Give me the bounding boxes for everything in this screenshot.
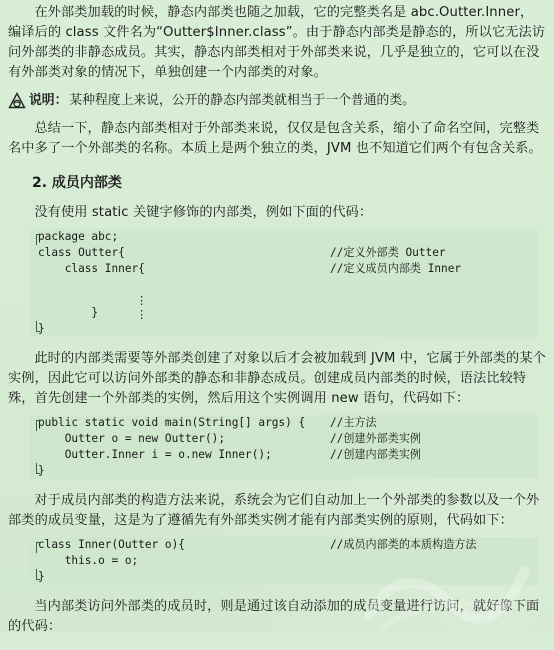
code-line: } — [38, 464, 45, 477]
code-ellipsis-line: ⋮ — [136, 308, 148, 321]
paragraph-static-inner-class-description: 在外部类加载的时候，静态内部类也随之加载，它的完整类名是 abc.Outter.Inner，编译后的 class 文件名为“Outter$Inner.class”。由于静态内部类是静态的，所以它无法访问外部类的非静态成员。其实，静态内部类相对于外部类来说，几乎是独立的，它可以在没有外部类对象的情况下，单独创建一个内部类的对象。 — [8, 5, 546, 80]
code-block-constructor — [30, 537, 538, 585]
paragraph-constructor-explanation: 对于成员内部类的构造方法来说，系统会为它们自动加上一个外部类的参数以及一个外部类的成员变量，这是为了遵循先有外部类实例才能有内部类实例的原则，代码如下： — [8, 493, 540, 528]
paragraph-summary: 总结一下，静态内部类相对于外部类来说，仅仅是包含关系，缩小了命名空间，完整类名中多了一个外部类的名称。本质上是两个独立的类，JVM 也不知道它们两个有包含关系。 — [8, 121, 542, 156]
code-line: package abc; — [38, 230, 119, 243]
code-block-create-instance — [30, 415, 538, 479]
code-line: class Inner{ //定义成员内部类 Inner — [38, 262, 462, 275]
code-ellipsis-line: ⋮ — [136, 294, 148, 307]
code-block-member-inner-class — [30, 229, 538, 337]
code-line: Outter o = new Outter(); //创建外部类实例 — [38, 432, 422, 445]
code-line: class Outter{ //定义外部类 Outter — [38, 246, 446, 259]
code-line: public static void main(String[] args) { //主方法 — [38, 416, 377, 429]
code-line: Outter.Inner i = o.new Inner(); //创建内部类实例 — [38, 448, 422, 461]
code-line: class Inner(Outter o){ //成员内部类的本质构造方法 — [38, 538, 477, 551]
note-label: 说明： — [29, 93, 68, 108]
paragraph-member-inner-class-intro: 没有使用 static 关键字修饰的内部类，例如下面的代码： — [34, 205, 373, 220]
code-line: } — [38, 322, 45, 335]
code-line: this.o = o; — [38, 554, 139, 567]
paragraph-access-members: 当内部类访问外部类的成员时，则是通过该自动添加的成员变量进行访问，就好像下面的代码： — [8, 599, 540, 634]
note-text: 某种程度上来说，公开的静态内部类就相当于一个普通的类。 — [69, 93, 415, 108]
section-heading: 2. 成员内部类 — [32, 175, 122, 191]
alert-triangle-icon — [8, 92, 26, 110]
paragraph-member-inner-class-loading: 此时的内部类需要等外部类创建了对象以后才会被加载到 JVM 中，它属于外部类的某个实例，因此它可以访问外部类的静态和非静态成员。创建成员内部类的时候，语法比较特殊，首先创建一个外部类的实例，然后用这个实例调用 new 语句，代码如下： — [8, 351, 546, 406]
note-block — [8, 91, 546, 111]
code-line: } — [38, 306, 99, 319]
code-line: } — [38, 570, 45, 583]
